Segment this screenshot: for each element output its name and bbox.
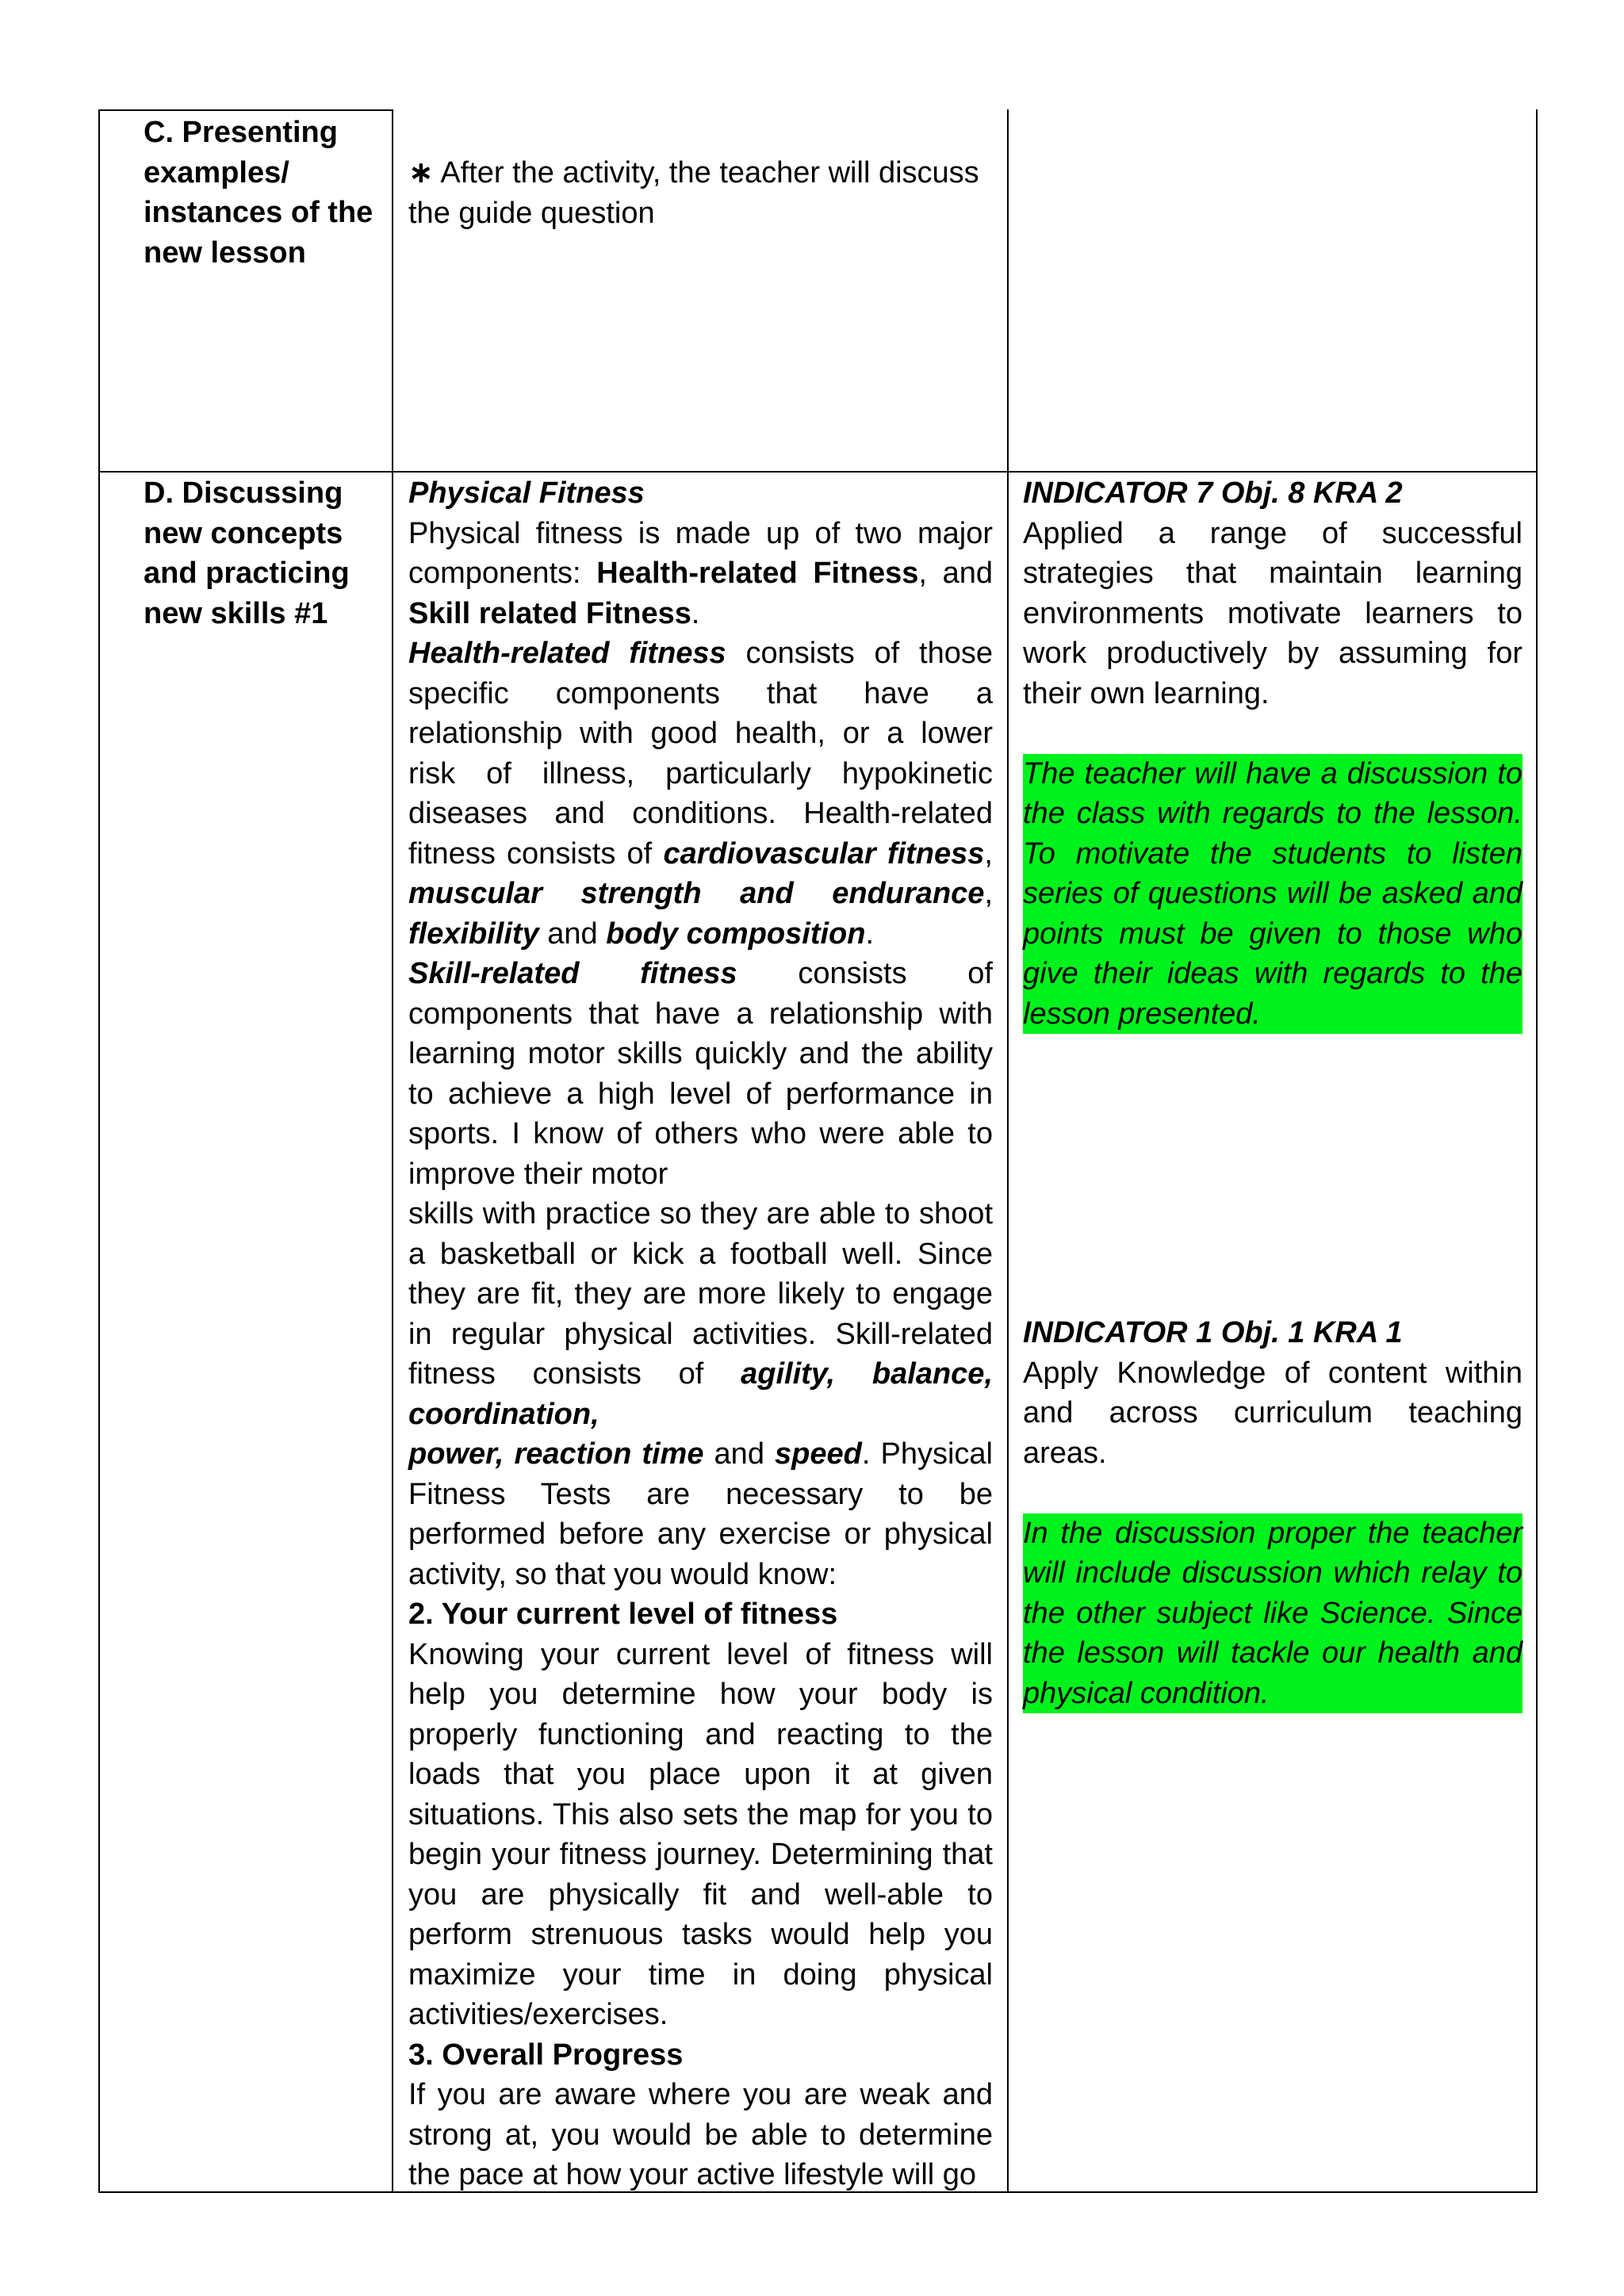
label-line: instances of the <box>144 196 373 229</box>
column-divider-1 <box>392 109 393 2193</box>
skill-related-paragraph-cont: skills with practice so they are able to shoot a basketball or kick a football well. Since they are fit, they are more likely to engage in regular physical activities. Skill-related fitness consists of agility, balance, coordination, <box>408 1197 993 1431</box>
indicator-description: Applied a range of successful strategies that maintain learning environments motivate learners to work productively by assuming for their own learning. <box>1023 516 1522 710</box>
label-line: and practicing <box>144 557 350 590</box>
content-line: After the activity, the teacher will discuss <box>440 156 979 189</box>
content-line: the guide question <box>408 196 655 230</box>
row-c-label <box>144 113 381 273</box>
subheading-overall-progress: 3. Overall Progress <box>408 2038 684 2072</box>
skill-related-paragraph: Skill-related fitness consists of components that have a relationship with learning motor skills quickly and the ability to achieve a high level of performance in sports. I know of others who were able to improve their motor <box>408 957 993 1191</box>
label-line: new lesson <box>144 235 306 270</box>
label-line: examples/ <box>144 155 289 189</box>
bullet-icon: ∗ <box>408 156 434 189</box>
indicator-description: Apply Knowledge of content within and across curriculum teaching areas. <box>1023 1356 1522 1470</box>
label-line: D. Discussing <box>144 476 343 510</box>
skill-related-paragraph-end: power, reaction time and speed. Physical Fitness Tests are necessary to be performed before any exercise or physical activity, so that you would know: <box>408 1437 993 1591</box>
overall-progress-paragraph: If you are aware where you are weak and strong at, you would be able to determine the pace at how your active lifestyle will go <box>408 2078 993 2191</box>
table-right-border <box>1536 109 1538 2193</box>
health-related-paragraph: Health-related fitness consists of those specific components that have a relationship with good health, or a lower risk of illness, particularly hypokinetic diseases and conditions. Health-related fitness consists of cardiovascular fitness, muscular strength and endurance, flexibility and body composition. <box>408 637 993 951</box>
label-line: new concepts <box>144 516 343 550</box>
column-divider-2 <box>1007 109 1009 2193</box>
row-c-content <box>408 153 995 233</box>
table-left-border <box>98 109 100 2193</box>
row-d-label <box>144 473 381 633</box>
current-level-paragraph: Knowing your current level of fitness will help you determine how your body is properly functioning and reacting to the loads that you place upon it at given situations. This also sets the map for you to begin your fitness journey. Determining that you are physically fit and well-able to perform strenuous tasks would help you maximize your time in doing physical activities/exercises. <box>408 1637 993 2031</box>
highlighted-strategy-note: The teacher will have a discussion to the class with regards to the lesson. To motivate the students to listen series of questions will be asked and points must be given to those who give their ideas with regards to the lesson presented. <box>1023 754 1522 1035</box>
label-line: new skills #1 <box>144 596 328 630</box>
table-top-border-first-col <box>98 109 393 111</box>
section-heading: Physical Fitness <box>408 476 645 510</box>
highlighted-integration-note: In the discussion proper the teacher will include discussion which relay to the other subject like Science. Since the lesson will tackle our health and physical condition. <box>1023 1513 1522 1714</box>
term-skill-related: Skill related Fitness <box>408 596 691 630</box>
subheading-current-level: 2. Your current level of fitness <box>408 1598 838 1631</box>
row-d-content <box>408 473 993 2195</box>
row-d-notes <box>1023 473 1522 1034</box>
indicator-title: INDICATOR 1 Obj. 1 KRA 1 <box>1023 1316 1403 1349</box>
indicator-title: INDICATOR 7 Obj. 8 KRA 2 <box>1023 476 1403 510</box>
label-line: C. Presenting <box>144 116 338 149</box>
row-d-notes-2 <box>1023 1313 1522 1713</box>
intro-paragraph: Physical fitness is made up of two major components: Health-related Fitness, and Skill related Fitness. <box>408 516 993 630</box>
row-divider <box>98 471 1538 473</box>
term-health-related: Health-related Fitness <box>596 557 919 590</box>
